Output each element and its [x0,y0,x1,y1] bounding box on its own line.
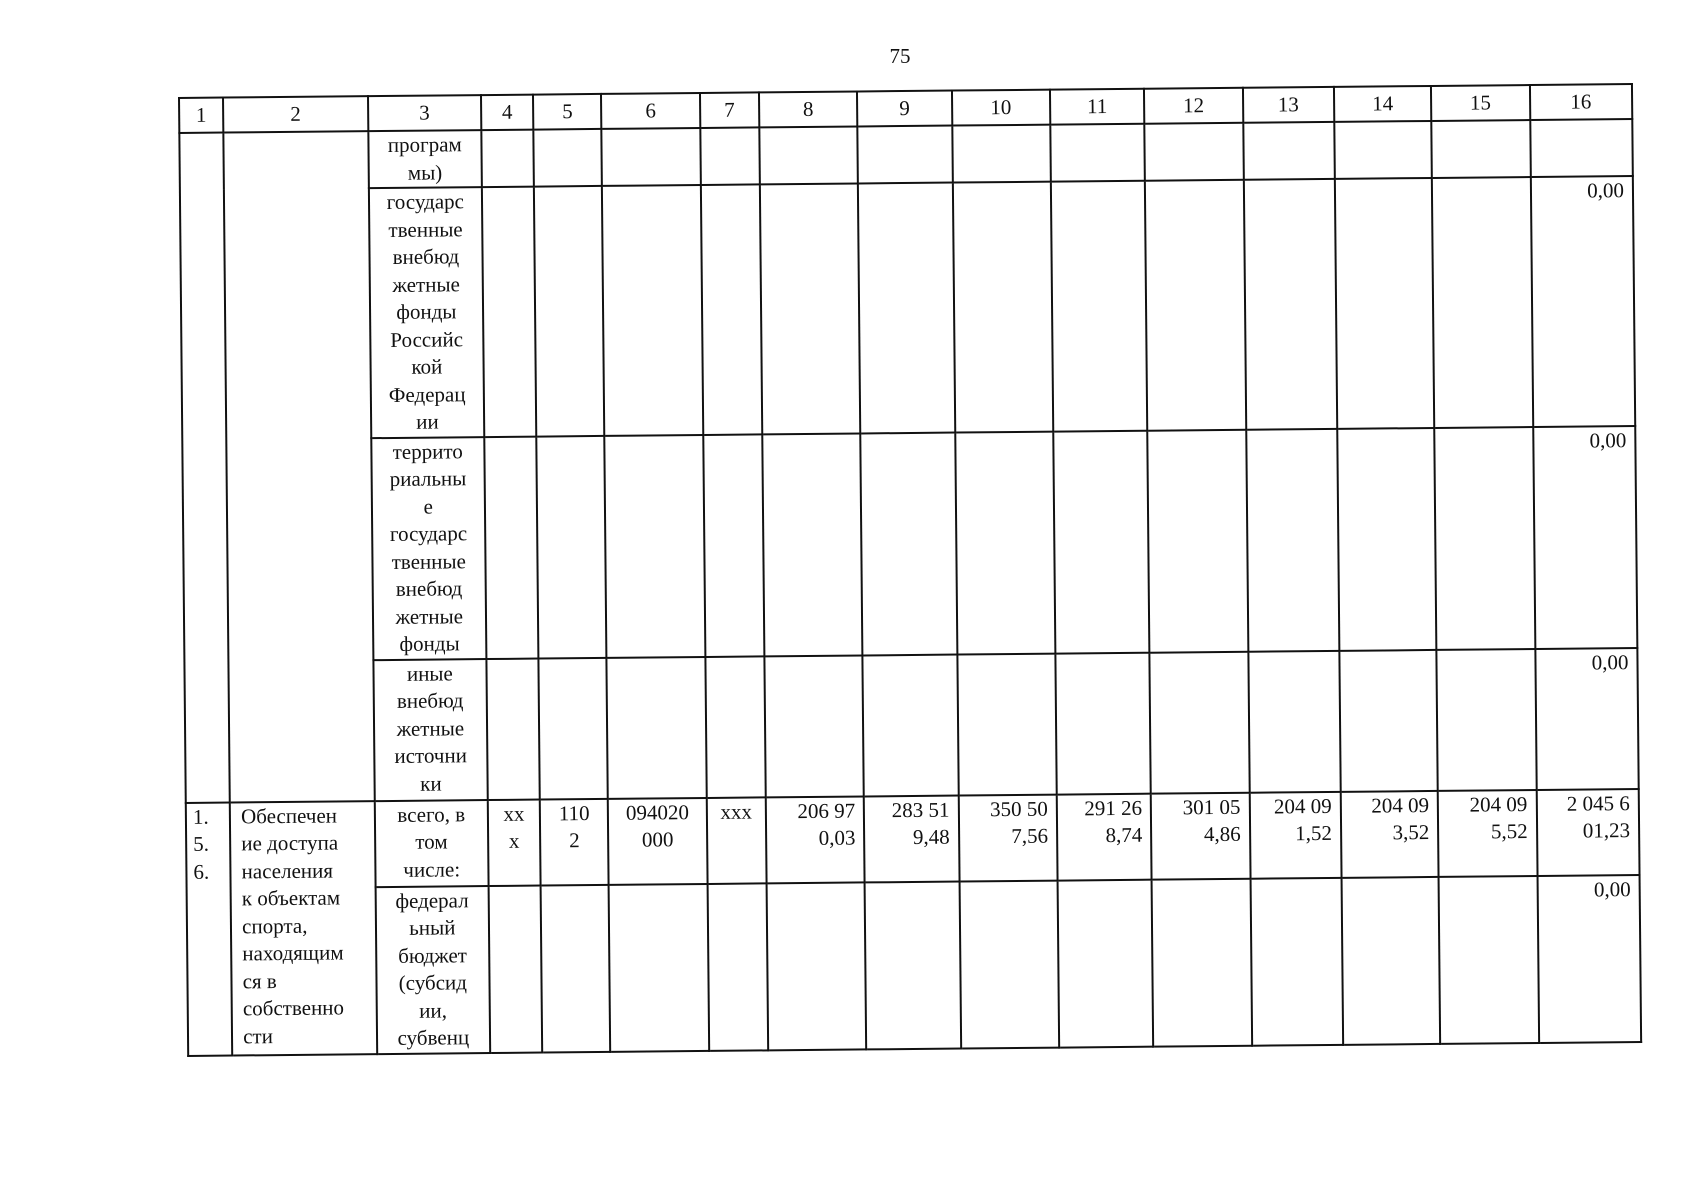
header-cell: 8 [759,91,858,127]
empty-cell [223,131,374,802]
value-cell [1530,119,1633,177]
value-cell: 0,00 [1537,875,1641,1043]
header-cell: 11 [1050,89,1145,125]
header-cell: 9 [857,91,952,127]
header-cell: 3 [368,95,482,131]
item-number: 1. 5. 6. [186,802,233,1055]
value-cell: ххх [706,797,766,884]
header-cell: 5 [533,94,602,130]
value-cell: 0,00 [1530,176,1635,426]
value-cell: 2 045 6 01,23 [1536,789,1639,876]
header-cell: 2 [223,96,368,132]
header-cell: 15 [1431,85,1530,121]
header-cell: 1 [179,98,223,133]
header-cell: 12 [1144,88,1243,124]
value-cell: 0,00 [1535,648,1639,790]
value-cell: 110 2 [540,798,609,885]
value-cell: 350 50 7,56 [958,794,1057,881]
header-cell: 6 [601,93,700,129]
header-cell: 10 [952,90,1051,126]
page-number: 75 [889,44,911,68]
source-cell: иные внебюд жетные источни ки [373,659,488,801]
header-cell: 14 [1334,86,1432,122]
source-cell: програм мы) [368,130,482,188]
table-row [186,789,1640,889]
empty-cell [179,133,230,803]
value-cell: 094020 000 [608,797,707,884]
value-cell: 206 97 0,03 [766,796,865,883]
table-row [180,176,1635,439]
value-cell: хх х [488,799,541,885]
item-name: Обеспечен ие доступа населения к объектам спорта, находящим ся в собственно сти [230,801,377,1055]
table-row [187,875,1642,1056]
value-cell: 301 05 4,86 [1151,792,1250,879]
table-row [182,426,1637,662]
header-cell: 7 [700,92,760,128]
source-cell: всего, в том числе: [374,800,488,887]
value-cell: 0,00 [1533,426,1638,649]
header-cell: 13 [1243,87,1335,123]
value-cell: 204 09 1,52 [1249,791,1341,878]
value-cell: 204 09 3,52 [1341,790,1439,877]
value-cell: 283 51 9,48 [864,795,959,882]
value-cell: 291 26 8,74 [1057,793,1152,880]
header-cell: 16 [1529,84,1632,120]
value-cell: 204 09 5,52 [1438,789,1537,876]
source-cell: террито риальны е государс твенные внебюд жетные фонды [371,437,487,660]
source-cell: федерал ьный бюджет (субсид ии, субвенц [375,886,490,1054]
header-cell: 4 [481,95,534,130]
source-cell: государс твенные внебюд жетные фонды Российс кой Федерац ии [369,187,485,438]
budget-table [178,83,1642,1056]
table-row [184,648,1638,803]
